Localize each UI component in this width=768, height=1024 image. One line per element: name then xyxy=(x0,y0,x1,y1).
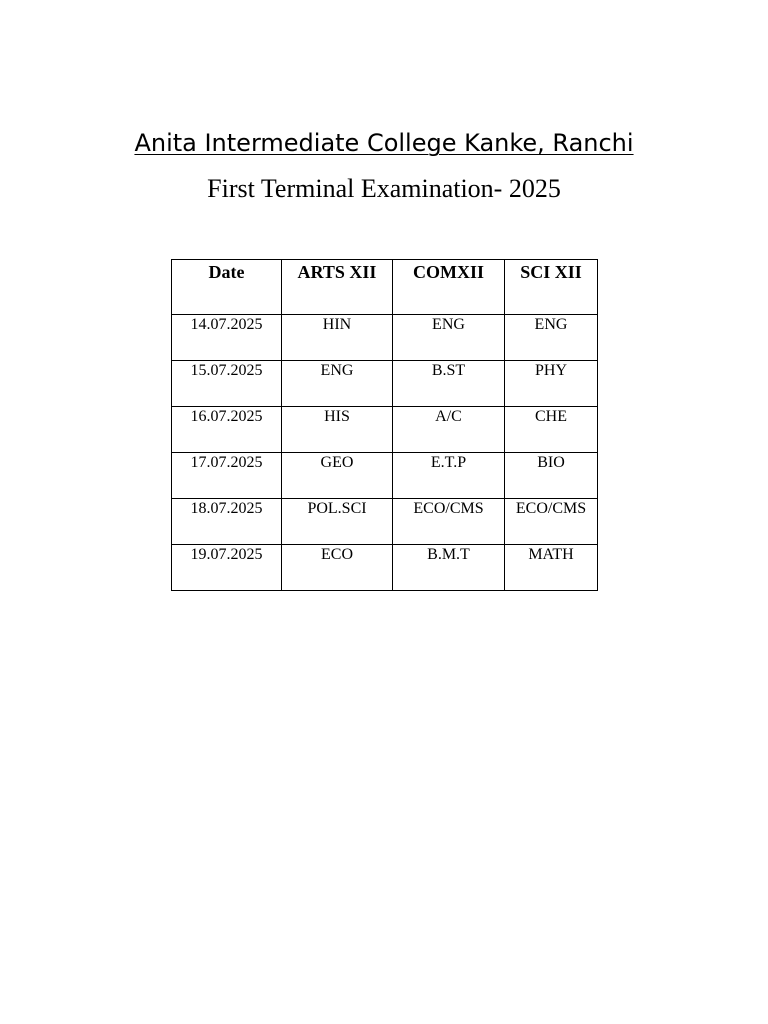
commerce-subject-cell: A/C xyxy=(393,407,505,453)
table-row xyxy=(172,453,598,499)
science-subject-cell: MATH xyxy=(505,545,598,591)
arts-subject-cell: ENG xyxy=(282,361,393,407)
table-header-row xyxy=(172,260,598,315)
science-subject-cell: ENG xyxy=(505,315,598,361)
column-header-arts: ARTS XII xyxy=(282,260,393,315)
science-subject-cell: BIO xyxy=(505,453,598,499)
arts-subject-cell: HIS xyxy=(282,407,393,453)
column-header-commerce: COMXII xyxy=(393,260,505,315)
arts-subject-cell: HIN xyxy=(282,315,393,361)
table-row xyxy=(172,499,598,545)
college-name-title: Anita Intermediate College Kanke, Ranchi xyxy=(134,129,634,157)
date-cell: 15.07.2025 xyxy=(172,361,282,407)
table-row xyxy=(172,407,598,453)
column-header-date: Date xyxy=(172,260,282,315)
commerce-subject-cell: E.T.P xyxy=(393,453,505,499)
arts-subject-cell: POL.SCI xyxy=(282,499,393,545)
arts-subject-cell: GEO xyxy=(282,453,393,499)
commerce-subject-cell: B.ST xyxy=(393,361,505,407)
table-row xyxy=(172,361,598,407)
science-subject-cell: ECO/CMS xyxy=(505,499,598,545)
date-cell: 16.07.2025 xyxy=(172,407,282,453)
science-subject-cell: PHY xyxy=(505,361,598,407)
commerce-subject-cell: B.M.T xyxy=(393,545,505,591)
column-header-science: SCI XII xyxy=(505,260,598,315)
exam-schedule-table xyxy=(171,259,598,591)
date-cell: 17.07.2025 xyxy=(172,453,282,499)
commerce-subject-cell: ECO/CMS xyxy=(393,499,505,545)
exam-title: First Terminal Examination- 2025 xyxy=(207,174,561,203)
table-row xyxy=(172,545,598,591)
arts-subject-cell: ECO xyxy=(282,545,393,591)
table-row xyxy=(172,315,598,361)
date-cell: 18.07.2025 xyxy=(172,499,282,545)
date-cell: 19.07.2025 xyxy=(172,545,282,591)
commerce-subject-cell: ENG xyxy=(393,315,505,361)
date-cell: 14.07.2025 xyxy=(172,315,282,361)
science-subject-cell: CHE xyxy=(505,407,598,453)
